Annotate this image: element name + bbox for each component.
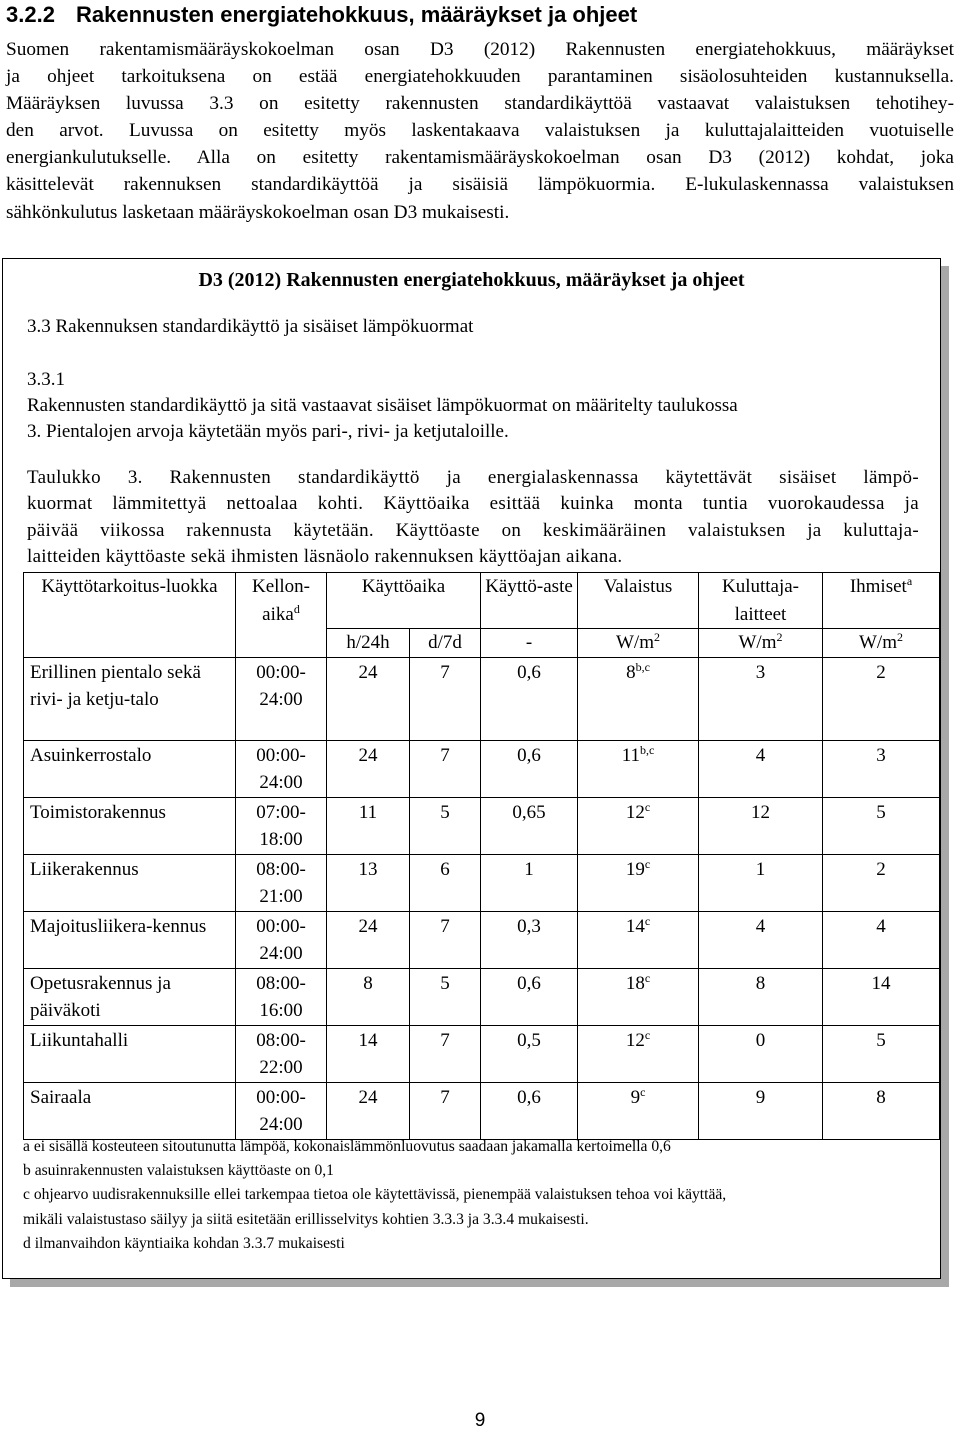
section-heading [6,1,637,29]
table-header-row [24,573,940,629]
cell-devices: 8 [699,968,823,1025]
table-row [24,968,940,1025]
cell-people: 3 [823,740,940,797]
cell-people: 5 [823,797,940,854]
cell-people: 5 [823,1025,940,1082]
cell-days: 7 [410,1025,481,1082]
header-category: Käyttötarkoitus-luokka [24,573,236,658]
cell-hours: 24 [327,740,410,797]
table-row [24,854,940,911]
table-row [24,911,940,968]
regulation-excerpt-box [2,258,941,1279]
cell-clock: 00:00-24:00 [236,740,327,797]
cell-category: Sairaala [24,1082,236,1139]
cell-hours: 14 [327,1025,410,1082]
unit-cell: $W/m^2$ [823,629,940,658]
cell-devices: 3 [699,657,823,740]
cell-rate: 0,6 [481,1082,578,1139]
table-row [24,1082,940,1139]
cell-rate: 0,6 [481,657,578,740]
cell-devices: 9 [699,1082,823,1139]
cell-lighting: 11$^{b,c}$ [578,740,699,797]
cell-people: 2 [823,854,940,911]
cell-lighting: 9$^c$ [578,1082,699,1139]
cell-people: 14 [823,968,940,1025]
unit-cell: - [481,629,578,658]
section-number: 3.2.2 [6,2,55,27]
subsection-text: 3. Pientalojen arvoja käytetään myös pari-, rivi- ja ketjutaloille. [27,421,509,442]
intro-line: energiankulutukselle. Alla on esitetty rakentamismääräyskokoelman osan D3 (2012) kohdat, joka [6,147,954,169]
unit-cell: h/24h [327,629,410,658]
cell-lighting: 8$^{b,c}$ [578,657,699,740]
cell-days: 5 [410,797,481,854]
cell-devices: 12 [699,797,823,854]
cell-hours: 13 [327,854,410,911]
caption-line: kuormat lämmitettyä nettoalaa kohti. Käyttöaika esittää kuinka monta tuntia vuorokaudessa ja [27,493,919,515]
intro-line: sähkönkulutus lasketaan määräyskokoelman osan D3 mukaisesti. [6,201,510,223]
cell-days: 7 [410,740,481,797]
box-title: D3 (2012) Rakennusten energiatehokkuus, määräykset ja ohjeet [198,269,745,291]
cell-hours: 8 [327,968,410,1025]
intro-paragraph [6,36,954,226]
cell-days: 7 [410,911,481,968]
cell-people: 4 [823,911,940,968]
cell-days: 6 [410,854,481,911]
header-usetime: Käyttöaika [327,573,481,629]
caption-line: Taulukko 3. Rakennusten standardikäyttö ja energialaskennassa käytettävät sisäiset lämpö- [27,467,919,488]
header-clock: Kellon-aika$^d$ [236,573,327,658]
footnote: c ohjearvo uudisrakennuksille ellei tarkempaa tietoa ole käytettävissä, pienempää valaistuksen tehoa voi käyttää, [23,1186,727,1204]
cell-rate: 1 [481,854,578,911]
cell-devices: 1 [699,854,823,911]
cell-rate: 0,5 [481,1025,578,1082]
intro-line: Määräyksen luvussa 3.3 on esitetty rakennusten standardikäyttöä vastaavat valaistuksen tehotihey- [6,93,954,115]
cell-hours: 24 [327,657,410,740]
cell-hours: 24 [327,911,410,968]
cell-people: 2 [823,657,940,740]
cell-clock: 00:00-24:00 [236,911,327,968]
standard-use-table [23,572,940,1140]
cell-category: Liikuntahalli [24,1025,236,1082]
intro-line: Suomen rakentamismääräyskokoelman osan D3 (2012) Rakennusten energiatehokkuus, määräykset [6,39,954,60]
intro-line: ja ohjeet tarkoituksena on estää energiatehokkuuden parantaminen sisäolosuhteiden kustannuksella. [6,66,954,88]
cell-clock: 08:00-22:00 [236,1025,327,1082]
footnote: mikäli valaistustaso säilyy ja siitä esitetään erillisselvitys kohtien 3.3.3 ja 3.3.4 mukaisesti. [23,1210,589,1228]
cell-days: 7 [410,657,481,740]
caption-line: päivää viikossa rakennusta käytetään. Käyttöaste on keskimääräinen valaistuksen ja kuluttaja- [27,519,919,541]
cell-rate: 0,6 [481,740,578,797]
cell-lighting: 14$^c$ [578,911,699,968]
table-row [24,797,940,854]
cell-category: Majoitusliikera-kennus [24,911,236,968]
footnote: a ei sisällä kosteuteen sitoutunutta lämpöä, kokonaislämmönluovutus saadaan jakamalla kertoimella 0,6 [23,1138,671,1155]
cell-category: Liikerakennus [24,854,236,911]
cell-days: 7 [410,1082,481,1139]
header-devices: Kuluttaja-laitteet [699,573,823,629]
section-heading-3-3: 3.3 Rakennuksen standardikäyttö ja sisäiset lämpökuormat [27,316,474,337]
cell-hours: 11 [327,797,410,854]
table-row [24,740,940,797]
cell-lighting: 18$^c$ [578,968,699,1025]
table-footnotes [23,1135,933,1256]
cell-clock: 08:00-21:00 [236,854,327,911]
cell-lighting: 12$^c$ [578,797,699,854]
header-rate: Käyttö-aste [481,573,578,629]
cell-people: 8 [823,1082,940,1139]
cell-rate: 0,6 [481,968,578,1025]
cell-rate: 0,65 [481,797,578,854]
cell-clock: 00:00-24:00 [236,657,327,740]
cell-devices: 4 [699,740,823,797]
unit-cell: $W/m^2$ [699,629,823,658]
header-people: Ihmiset$^a$ [823,573,940,629]
footnote: b asuinrakennusten valaistuksen käyttöaste on 0,1 [23,1162,334,1180]
subsection-number: 3.3.1 [27,369,65,390]
table-caption [27,465,919,570]
intro-line: den arvot. Luvussa on esitetty myös laskentakaava valaistuksen ja kuluttajalaitteiden vuotuiselle [6,120,954,142]
section-title: Rakennusten energiatehokkuus, määräykset ja ohjeet [76,2,638,27]
cell-clock: 00:00-24:00 [236,1082,327,1139]
cell-lighting: 19$^c$ [578,854,699,911]
cell-devices: 4 [699,911,823,968]
unit-cell: d/7d [410,629,481,658]
cell-rate: 0,3 [481,911,578,968]
caption-line: laitteiden käyttöaste sekä ihmisten läsnäolo rakennuksen käyttöajan aikana. [27,545,623,567]
cell-clock: 07:00-18:00 [236,797,327,854]
cell-lighting: 12$^c$ [578,1025,699,1082]
cell-days: 5 [410,968,481,1025]
cell-category: Opetusrakennus ja päiväkoti [24,968,236,1025]
table-row [24,657,940,740]
cell-category: Toimistorakennus [24,797,236,854]
table-row [24,1025,940,1082]
page-number: 9 [474,1410,486,1431]
subsection-3-3-1 [27,367,917,445]
subsection-text: Rakennusten standardikäyttö ja sitä vastaavat sisäiset lämpökuormat on määritelty taulukossa [27,395,738,416]
cell-category: Erillinen pientalo sekä rivi- ja ketju-talo [24,657,236,740]
footnote: d ilmanvaihdon käyntiaika kohdan 3.3.7 mukaisesti [23,1234,345,1252]
cell-devices: 0 [699,1025,823,1082]
cell-hours: 24 [327,1082,410,1139]
cell-category: Asuinkerrostalo [24,740,236,797]
header-lighting: Valaistus [578,573,699,629]
cell-clock: 08:00-16:00 [236,968,327,1025]
intro-line: käsittelevät rakennuksen standardikäyttöä ja sisäisiä lämpökuormia. E-lukulaskennassa valaistuksen [6,174,954,196]
unit-cell: $W/m^2$ [578,629,699,658]
